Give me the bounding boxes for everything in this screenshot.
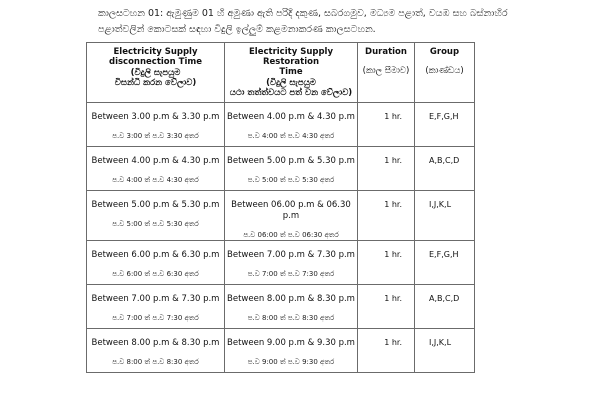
intro-line-1: කාලසටහන 01: ඇමුණුම 01 හි අමුණා ඇති පරිදි දකුණ, සබරගමුව, මධ්‍යම පළාත්, වයඹ සහ බස්නාහිර [98,8,508,19]
header-duration-en: Duration [365,47,407,57]
disconnection-time-si: ප.ව 8:00 ත් ප.ව 8:30 අතර [112,358,199,366]
restoration-time-si: ප.ව 7:00 ත් ප.ව 7:30 අතර [247,270,335,278]
duration-value: 1 hr. [384,250,402,259]
group-value: I,J,K,L [429,338,452,347]
disconnection-cell [87,285,225,329]
group-cell [415,191,475,241]
duration-value: 1 hr. [384,156,402,165]
restoration-time-en: Between 4.00 p.m & 4.30 p.m [227,112,355,122]
restoration-cell [225,147,358,191]
disconnection-time-en: Between 8.00 p.m & 8.30 p.m [91,338,220,348]
table-row [87,241,475,285]
header-restoration-en-2: Time [279,67,303,77]
header-disconnection-en-2: disconnection Time [108,57,202,67]
duration-value: 1 hr. [384,112,402,121]
disconnection-time-si: ප.ව 4:00 ත් ප.ව 4:30 අතර [112,176,199,184]
group-value: A,B,C,D [429,156,460,165]
group-cell [415,241,475,285]
disconnection-time-si: ප.ව 5:00 ත් ප.ව 5:30 අතර [112,220,199,228]
restoration-time-en: Between 7.00 p.m & 7.30 p.m [227,250,355,260]
group-cell [415,147,475,191]
group-value: E,F,G,H [429,250,459,259]
table-row [87,103,475,147]
duration-value: 1 hr. [384,200,402,209]
intro-line-2: පළාත්වලින් කොටසක් සඳහා විදුලි ඉල්ලුම් කළමනාකරණ කාලසටහන. [98,24,376,35]
header-group-si: (කාණ්ඩය) [425,66,464,76]
restoration-time-si: ප.ව 06:00 ත් ප.ව 06:30 අතර [243,231,339,239]
table-row [87,285,475,329]
group-value: A,B,C,D [429,294,460,303]
duration-value: 1 hr. [384,294,402,303]
intro-text [98,6,528,38]
restoration-time-si: ප.ව 5:00 ත් ප.ව 5:30 අතර [247,176,335,184]
header-duration [358,43,415,103]
disconnection-cell [87,103,225,147]
group-value: I,J,K,L [429,200,452,209]
table-row [87,147,475,191]
duration-cell [358,103,415,147]
disconnection-time-si: ප.ව 6:00 ත් ප.ව 6:30 අතර [112,270,199,278]
restoration-cell [225,329,358,373]
duration-cell [358,191,415,241]
restoration-time-si: ප.ව 4:00 ත් ප.ව 4:30 අතර [247,132,335,140]
table-row [87,329,475,373]
restoration-time-si: ප.ව 8:00 ත් ප.ව 8:30 අතර [247,314,335,322]
restoration-time-en: Between 06.00 p.m & 06.30 p.m [231,200,351,221]
duration-value: 1 hr. [384,338,402,347]
header-disconnection-si-1: (විදුලි සැපයුම [130,68,181,78]
disconnection-cell [87,241,225,285]
restoration-time-si: ප.ව 9:00 ත් ප.ව 9:30 අතර [247,358,335,366]
disconnection-time-si: ප.ව 3:00 ත් ප.ව 3:30 අතර [112,132,199,140]
header-restoration-en-1: Electricity Supply Restoration [248,47,333,67]
disconnection-time-si: ප.ව 7:00 ත් ප.ව 7:30 අතර [112,314,199,322]
restoration-cell [225,285,358,329]
duration-cell [358,241,415,285]
duration-cell [358,147,415,191]
header-restoration-time [225,43,358,103]
disconnection-time-en: Between 3.00 p.m & 3.30 p.m [91,112,220,122]
group-value: E,F,G,H [429,112,459,121]
header-group-en: Group [429,47,460,57]
header-restoration-si-2: යථා තත්ත්වයට පත් වන වේලාව) [229,88,353,98]
header-disconnection-si-2: විසන්ධි කරන වේලාව) [114,78,197,88]
restoration-time-en: Between 5.00 p.m & 5.30 p.m [227,156,355,166]
header-row [87,43,475,103]
restoration-time-en: Between 9.00 p.m & 9.30 p.m [227,338,355,348]
group-cell [415,103,475,147]
disconnection-time-en: Between 4.00 p.m & 4.30 p.m [91,156,220,166]
disconnection-time-en: Between 5.00 p.m & 5.30 p.m [91,200,220,210]
group-cell [415,329,475,373]
disconnection-cell [87,329,225,373]
duration-cell [358,285,415,329]
restoration-cell [225,191,358,241]
group-cell [415,285,475,329]
disconnection-time-en: Between 7.00 p.m & 7.30 p.m [91,294,220,304]
disconnection-cell [87,191,225,241]
header-restoration-si-1: (විදුලි සැපයුම [266,78,316,88]
restoration-cell [225,103,358,147]
duration-cell [358,329,415,373]
disconnection-cell [87,147,225,191]
header-duration-si: (කාල සීමාව) [362,66,410,76]
table-row [87,191,475,241]
restoration-time-en: Between 8.00 p.m & 8.30 p.m [227,294,355,304]
schedule-table [86,42,475,373]
header-disconnection-time [87,43,225,103]
header-group [415,43,475,103]
header-disconnection-en-1: Electricity Supply [113,47,198,57]
disconnection-time-en: Between 6.00 p.m & 6.30 p.m [91,250,220,260]
restoration-cell [225,241,358,285]
